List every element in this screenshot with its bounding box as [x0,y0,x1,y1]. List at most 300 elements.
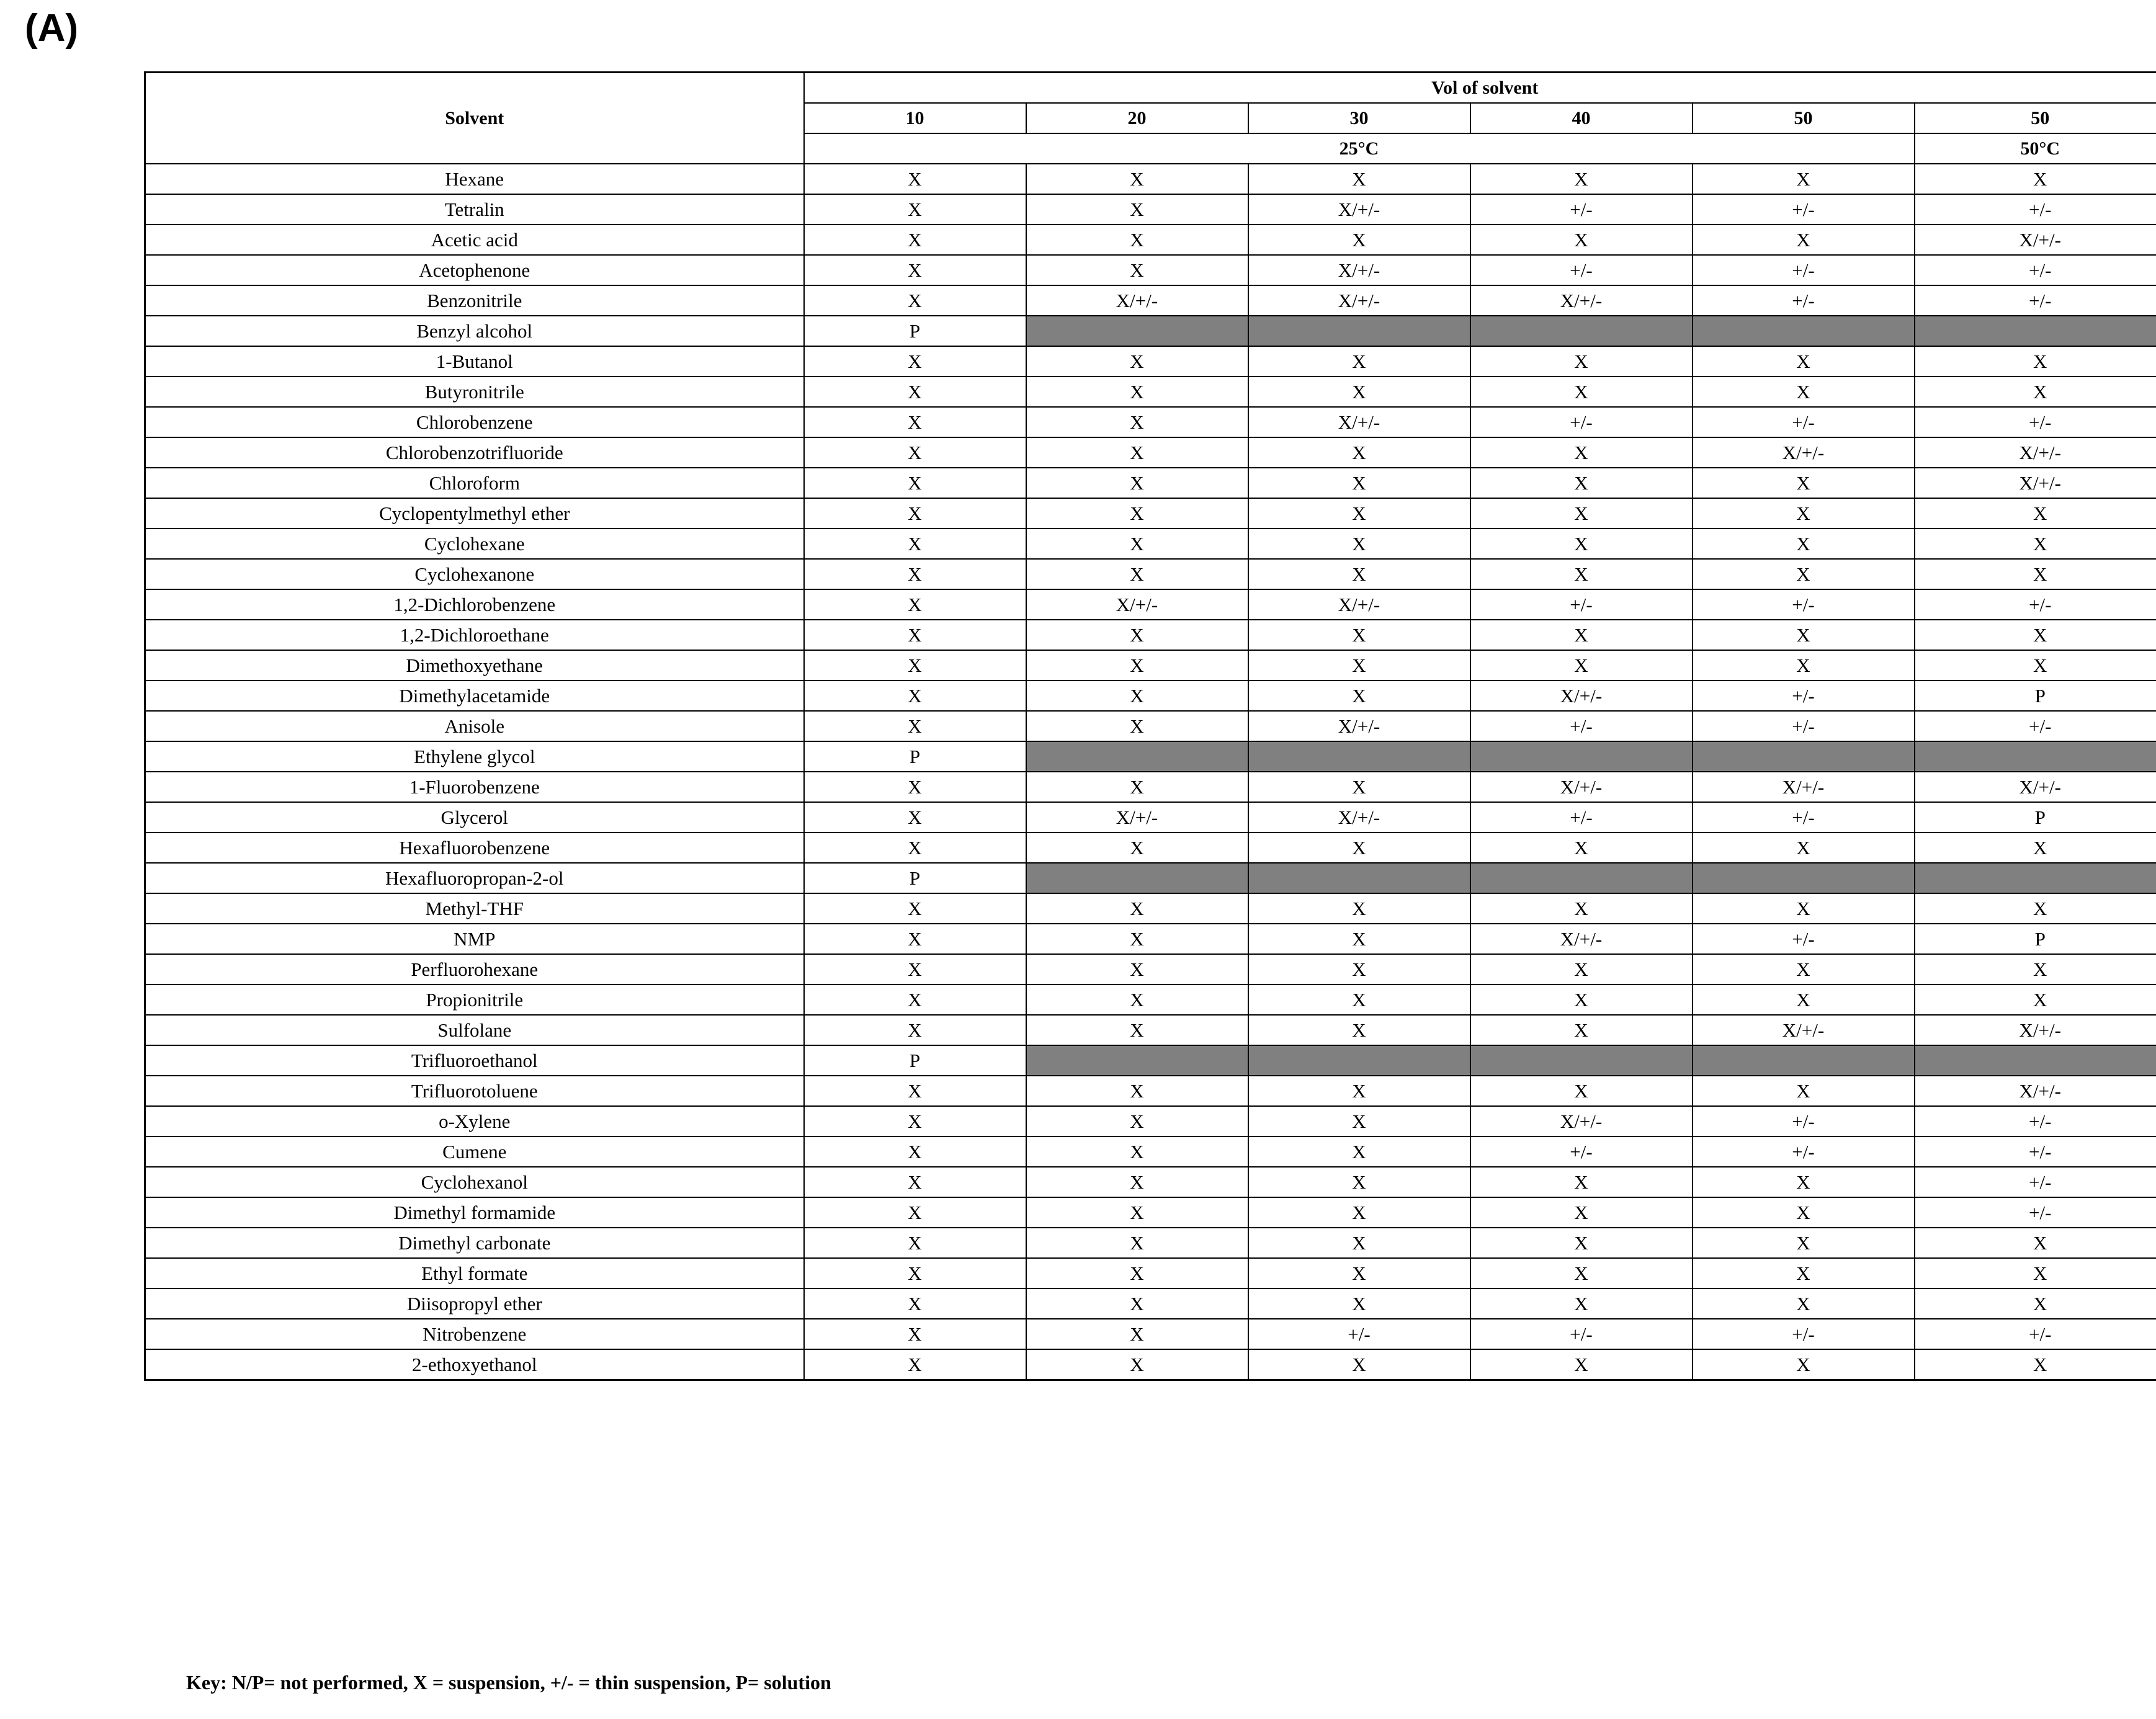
result-cell: X [1470,1076,1693,1106]
result-cell-not-performed [1026,741,1248,772]
result-cell: X [804,681,1026,711]
result-cell: X/+/- [1248,407,1470,437]
result-cell: +/- [1693,1319,1915,1349]
result-cell: X [1248,1167,1470,1197]
result-cell: X/+/- [1915,225,2156,255]
result-cell: X [1026,346,1248,377]
table-row [145,985,2156,1015]
result-cell: X [804,711,1026,741]
result-cell: X [804,985,1026,1015]
result-cell: X [804,1258,1026,1288]
result-cell: X [1026,164,1248,194]
solvent-name-cell: Chlorobenzotrifluoride [145,437,804,468]
result-cell: X [1915,164,2156,194]
result-cell: P [804,863,1026,893]
result-cell: X [1915,498,2156,529]
result-cell: +/- [1915,1136,2156,1167]
result-cell: X [1248,924,1470,954]
column-header-temp-50c: 50°C [1915,133,2156,164]
result-cell: X [1248,772,1470,802]
result-cell: X [804,468,1026,498]
result-cell: X [1915,620,2156,650]
solvent-name-cell: Anisole [145,711,804,741]
result-cell: X [804,620,1026,650]
result-cell: X [1026,620,1248,650]
result-cell: X/+/- [1915,437,2156,468]
table-row [145,346,2156,377]
result-cell: +/- [1248,1319,1470,1349]
result-cell: X [1026,1288,1248,1319]
result-cell: X [804,346,1026,377]
result-cell-not-performed [1026,863,1248,893]
table-row [145,1258,2156,1288]
table-row [145,1288,2156,1319]
result-cell: X/+/- [1915,1076,2156,1106]
column-header-vol-20: 20 [1026,103,1248,133]
table-row [145,924,2156,954]
result-cell: X/+/- [1470,681,1693,711]
result-cell: X [1693,620,1915,650]
result-cell: X [1470,498,1693,529]
result-cell: X [1470,1349,1693,1380]
table-row [145,498,2156,529]
header-row-vol [145,73,2156,104]
solvent-name-cell: Ethyl formate [145,1258,804,1288]
result-cell: X [1470,559,1693,589]
result-cell: X [1693,1228,1915,1258]
solvent-name-cell: Sulfolane [145,1015,804,1045]
result-cell: X [804,1167,1026,1197]
result-cell: X [1470,346,1693,377]
result-cell: X [1693,650,1915,681]
result-cell: X [1026,377,1248,407]
result-cell: X/+/- [1693,1015,1915,1045]
table-row [145,1045,2156,1076]
result-cell: X [1470,1228,1693,1258]
result-cell: X [804,377,1026,407]
table-row [145,285,2156,316]
result-cell: X [1026,1197,1248,1228]
result-cell: X [804,225,1026,255]
column-header-temp-25c: 25°C [804,133,1915,164]
solvent-name-cell: Perfluorohexane [145,954,804,985]
solvent-suspension-table [144,71,2156,1381]
table-row [145,620,2156,650]
table-body [145,164,2156,1380]
solvent-name-cell: 1-Butanol [145,346,804,377]
result-cell-not-performed [1248,1045,1470,1076]
result-cell: X [804,802,1026,833]
table-row [145,255,2156,285]
result-cell: +/- [1915,1167,2156,1197]
column-header-vol-50: 50 [1693,103,1915,133]
result-cell: X [1248,468,1470,498]
result-cell-not-performed [1026,1045,1248,1076]
solvent-name-cell: NMP [145,924,804,954]
result-cell: X [1026,559,1248,589]
result-cell-not-performed [1693,741,1915,772]
result-cell: X [1693,833,1915,863]
result-cell: X [1470,529,1693,559]
result-cell: X [1915,1349,2156,1380]
result-cell: +/- [1470,1319,1693,1349]
result-cell: X [1026,1349,1248,1380]
result-cell: X/+/- [1026,802,1248,833]
table-row [145,833,2156,863]
solvent-name-cell: Nitrobenzene [145,1319,804,1349]
result-cell: X [1026,833,1248,863]
result-cell: X [804,285,1026,316]
result-cell: X [1470,1288,1693,1319]
solvent-name-cell: Chlorobenzene [145,407,804,437]
result-cell: X [1026,1015,1248,1045]
result-cell: X [1248,1349,1470,1380]
result-cell: X [804,1076,1026,1106]
result-cell: X [1248,1106,1470,1136]
solvent-name-cell: Glycerol [145,802,804,833]
solvent-name-cell: Trifluoroethanol [145,1045,804,1076]
result-cell: X [804,1319,1026,1349]
result-cell: X [1693,1258,1915,1288]
solvent-name-cell: Dimethoxyethane [145,650,804,681]
result-cell: +/- [1693,681,1915,711]
result-cell: X [1693,225,1915,255]
result-cell: X [1470,1167,1693,1197]
column-header-vol-30: 30 [1248,103,1470,133]
result-cell: +/- [1915,255,2156,285]
result-cell: +/- [1470,802,1693,833]
result-cell: X/+/- [1248,802,1470,833]
result-cell: +/- [1915,285,2156,316]
solvent-name-cell: 1,2-Dichlorobenzene [145,589,804,620]
result-cell-not-performed [1470,863,1693,893]
result-cell: X [804,1015,1026,1045]
table-row [145,1228,2156,1258]
table-row [145,468,2156,498]
result-cell: +/- [1693,802,1915,833]
result-cell: X [804,255,1026,285]
result-cell: X [1470,1197,1693,1228]
result-cell: +/- [1470,589,1693,620]
result-cell: X [804,437,1026,468]
result-cell: P [804,741,1026,772]
solvent-name-cell: Ethylene glycol [145,741,804,772]
result-cell: X [1915,985,2156,1015]
solvent-name-cell: 1,2-Dichloroethane [145,620,804,650]
result-cell: X [1248,1288,1470,1319]
result-cell: X [1693,1349,1915,1380]
column-header-vol-of-solvent: Vol of solvent [804,73,2156,104]
table-row [145,194,2156,225]
result-cell: X [1693,1197,1915,1228]
result-cell: X [1915,346,2156,377]
result-cell: X [1693,529,1915,559]
result-cell-not-performed [1915,741,2156,772]
result-cell: X [1026,225,1248,255]
column-header-vol-40: 40 [1470,103,1693,133]
result-cell-not-performed [1470,1045,1693,1076]
result-cell: X [1248,437,1470,468]
result-cell: X [1915,954,2156,985]
result-cell: X [1026,255,1248,285]
result-cell: X [1248,529,1470,559]
table-row [145,589,2156,620]
result-cell: X/+/- [1915,1015,2156,1045]
result-cell: X [1248,1015,1470,1045]
result-cell: X/+/- [1470,285,1693,316]
result-cell: X [804,1106,1026,1136]
result-cell: X [804,164,1026,194]
result-cell: X [1026,681,1248,711]
result-cell: X [804,650,1026,681]
table-row [145,407,2156,437]
result-cell: X [1470,893,1693,924]
table-header [145,73,2156,164]
result-cell: +/- [1470,407,1693,437]
result-cell: X [1915,529,2156,559]
result-cell: X [1026,985,1248,1015]
result-cell: X/+/- [1248,255,1470,285]
table-row [145,1076,2156,1106]
result-cell: X [1248,164,1470,194]
result-cell: X [804,1136,1026,1167]
result-cell: X/+/- [1470,1106,1693,1136]
result-cell: X/+/- [1915,468,2156,498]
result-cell: X [1915,1288,2156,1319]
column-header-solvent: Solvent [145,73,804,164]
result-cell: X/+/- [1470,924,1693,954]
solvent-name-cell: Dimethyl carbonate [145,1228,804,1258]
result-cell: X [1470,225,1693,255]
result-cell: +/- [1470,1136,1693,1167]
result-cell: X [1248,650,1470,681]
solvent-name-cell: Dimethylacetamide [145,681,804,711]
solvent-name-cell: 2-ethoxyethanol [145,1349,804,1380]
table-row [145,1197,2156,1228]
result-cell: X [1248,377,1470,407]
table-row [145,1167,2156,1197]
result-cell: +/- [1470,711,1693,741]
result-cell: X [1248,1228,1470,1258]
result-cell: X [1915,377,2156,407]
result-cell: P [1915,924,2156,954]
result-cell: X/+/- [1693,772,1915,802]
result-cell: X [1693,1167,1915,1197]
result-cell: X [804,589,1026,620]
result-cell-not-performed [1693,863,1915,893]
table-row [145,1106,2156,1136]
result-cell: X [1693,1288,1915,1319]
result-cell: X [1915,893,2156,924]
result-cell: X [804,559,1026,589]
solvent-name-cell: Acetic acid [145,225,804,255]
solvent-name-cell: Cyclohexanone [145,559,804,589]
solvent-name-cell: Tetralin [145,194,804,225]
table-row [145,802,2156,833]
column-header-vol-10: 10 [804,103,1026,133]
result-cell: X [1248,225,1470,255]
solvent-name-cell: o-Xylene [145,1106,804,1136]
table-row [145,559,2156,589]
result-cell: X [804,498,1026,529]
solvent-name-cell: Dimethyl formamide [145,1197,804,1228]
result-cell: X [1026,650,1248,681]
result-cell-not-performed [1470,741,1693,772]
table-row [145,316,2156,346]
result-cell-not-performed [1915,1045,2156,1076]
table-row [145,1319,2156,1349]
result-cell-not-performed [1248,316,1470,346]
result-cell: X [1026,772,1248,802]
solvent-name-cell: Hexafluorobenzene [145,833,804,863]
result-cell: X [1693,498,1915,529]
result-cell: +/- [1470,194,1693,225]
result-cell: X [1693,468,1915,498]
result-cell: X [1470,437,1693,468]
result-cell-not-performed [1470,316,1693,346]
result-cell: +/- [1915,711,2156,741]
result-cell: X [1470,954,1693,985]
solvent-name-cell: Hexafluoropropan-2-ol [145,863,804,893]
result-cell: +/- [1693,407,1915,437]
result-cell: X [1470,650,1693,681]
result-cell: +/- [1693,1106,1915,1136]
result-cell: X [1248,893,1470,924]
result-cell: +/- [1915,194,2156,225]
solvent-name-cell: Diisopropyl ether [145,1288,804,1319]
result-cell: +/- [1915,1106,2156,1136]
result-cell: X [1915,1258,2156,1288]
result-cell-not-performed [1248,741,1470,772]
result-cell: X/+/- [1248,589,1470,620]
table-row [145,650,2156,681]
solvent-name-cell: Cyclopentylmethyl ether [145,498,804,529]
result-cell: P [1915,681,2156,711]
solvent-name-cell: Butyronitrile [145,377,804,407]
result-cell: X [804,194,1026,225]
result-cell: X/+/- [1693,437,1915,468]
table-row [145,1349,2156,1380]
result-cell: X [804,1197,1026,1228]
table-row [145,1015,2156,1045]
result-cell: X [1470,468,1693,498]
solvent-suspension-table-container [144,71,2140,1381]
result-cell: P [1915,802,2156,833]
table-row [145,437,2156,468]
result-cell: X [1248,985,1470,1015]
result-cell-not-performed [1026,316,1248,346]
result-cell: X/+/- [1470,772,1693,802]
result-cell: +/- [1915,589,2156,620]
result-cell: X [1470,377,1693,407]
result-cell-not-performed [1915,863,2156,893]
result-cell: X [804,772,1026,802]
result-cell: X [1470,833,1693,863]
result-cell: X/+/- [1026,589,1248,620]
result-cell: X [1248,620,1470,650]
result-cell: X [1693,377,1915,407]
result-cell: X [1470,620,1693,650]
table-key-legend: Key: N/P= not performed, X = suspension, +/- = thin suspension, P= solution [186,1671,831,1694]
table-row [145,741,2156,772]
column-header-vol-50-hot: 50 [1915,103,2156,133]
result-cell: X [1470,985,1693,1015]
result-cell: X/+/- [1248,194,1470,225]
result-cell-not-performed [1915,316,2156,346]
result-cell: X [1026,194,1248,225]
result-cell: X [1026,468,1248,498]
result-cell: P [804,1045,1026,1076]
result-cell: X [1693,164,1915,194]
result-cell: X [1026,1076,1248,1106]
result-cell: X/+/- [1248,285,1470,316]
result-cell: X [804,1228,1026,1258]
solvent-name-cell: 1-Fluorobenzene [145,772,804,802]
result-cell: X [1248,1076,1470,1106]
result-cell-not-performed [1693,1045,1915,1076]
solvent-name-cell: Cyclohexanol [145,1167,804,1197]
table-row [145,377,2156,407]
result-cell: X [1248,1136,1470,1167]
result-cell: +/- [1915,1197,2156,1228]
table-row [145,893,2156,924]
result-cell: X [1026,437,1248,468]
result-cell-not-performed [1248,863,1470,893]
solvent-name-cell: Methyl-THF [145,893,804,924]
solvent-name-cell: Propionitrile [145,985,804,1015]
table-row [145,529,2156,559]
table-row [145,772,2156,802]
result-cell: X [804,1349,1026,1380]
result-cell: X [1026,1167,1248,1197]
result-cell: X [1470,164,1693,194]
solvent-name-cell: Chloroform [145,468,804,498]
result-cell: X [1026,1106,1248,1136]
result-cell: X/+/- [1026,285,1248,316]
result-cell-not-performed [1693,316,1915,346]
result-cell: X [1248,1258,1470,1288]
result-cell: X [1026,1319,1248,1349]
solvent-name-cell: Cumene [145,1136,804,1167]
result-cell: +/- [1470,255,1693,285]
solvent-name-cell: Cyclohexane [145,529,804,559]
result-cell: +/- [1915,407,2156,437]
result-cell: +/- [1693,285,1915,316]
result-cell: X/+/- [1915,772,2156,802]
result-cell: X [1026,711,1248,741]
result-cell: X [1026,893,1248,924]
table-row [145,863,2156,893]
result-cell: +/- [1693,711,1915,741]
result-cell: +/- [1693,924,1915,954]
result-cell: X [1693,893,1915,924]
table-row [145,711,2156,741]
solvent-name-cell: Benzyl alcohol [145,316,804,346]
table-row [145,1136,2156,1167]
result-cell: X [1248,559,1470,589]
result-cell: X [1248,833,1470,863]
result-cell: X [1248,954,1470,985]
result-cell: X [1248,346,1470,377]
result-cell: +/- [1915,1319,2156,1349]
result-cell: X [1026,1258,1248,1288]
result-cell: X [1026,498,1248,529]
result-cell: X [804,893,1026,924]
result-cell: X [1470,1015,1693,1045]
result-cell: X [804,833,1026,863]
result-cell: X [1915,1228,2156,1258]
panel-label: (A) [25,7,79,50]
